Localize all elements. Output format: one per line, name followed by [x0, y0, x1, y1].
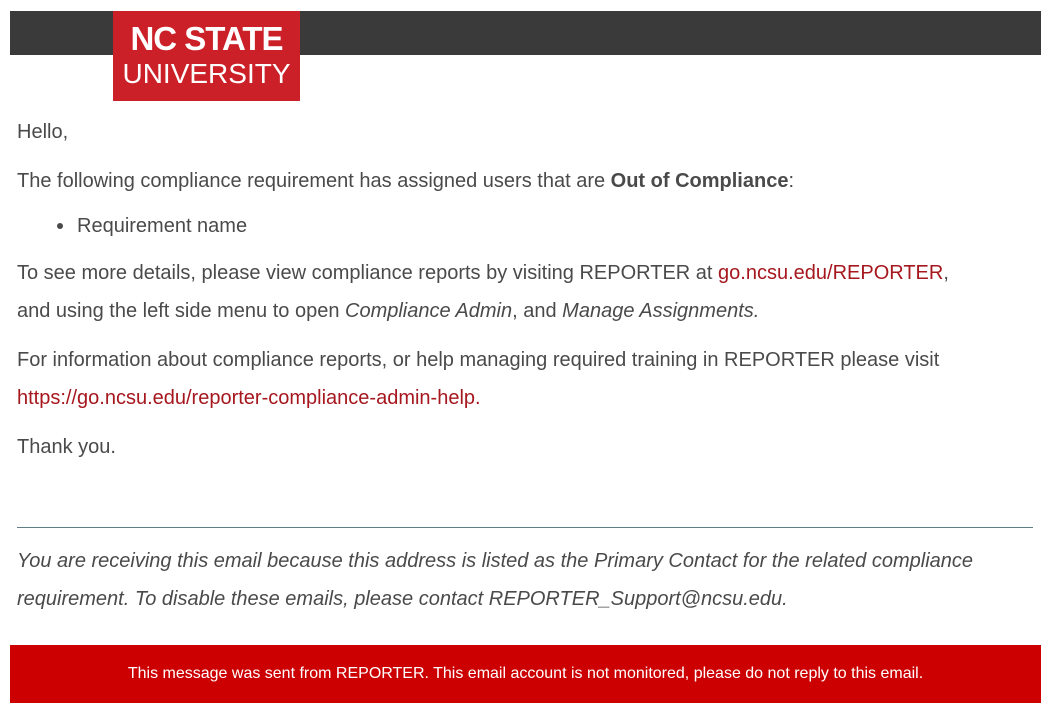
out-of-compliance-label: Out of Compliance: [610, 170, 789, 192]
banner-text: This message was sent from REPORTER. This email account is not monitored, please do not reply to this email.: [127, 665, 924, 682]
details-line-2: [17, 300, 759, 323]
intro-end: :: [788, 170, 795, 192]
help-link[interactable]: https://go.ncsu.edu/reporter-compliance-admin-help: [17, 387, 476, 409]
manage-assignments-label: Manage Assignments.: [562, 300, 760, 322]
intro-text: The following compliance requirement has assigned users that are: [17, 170, 611, 192]
help-line-1: For information about compliance reports, or help managing required training in REPORTER please visit: [17, 349, 940, 371]
footer-banner: [10, 645, 1041, 703]
greeting: Hello,: [17, 121, 69, 143]
divider: [17, 527, 1033, 528]
bullet-icon: [57, 223, 63, 229]
logo-line-2: UNIVERSITY: [122, 58, 291, 89]
details-text-3: , and: [512, 300, 563, 322]
help-line-2: [17, 387, 481, 410]
logo-line-1: NC STATE: [130, 20, 283, 57]
compliance-admin-label: Compliance Admin: [345, 300, 513, 322]
footer-note-line-1: You are receiving this email because this address is listed as the Primary Contact for the related compliance: [17, 550, 974, 572]
intro-paragraph: [17, 170, 794, 193]
thanks-text: Thank you.: [17, 436, 116, 458]
requirement-item: Requirement name: [77, 215, 248, 237]
footer-note-line-2: requirement. To disable these emails, please contact REPORTER_Support@ncsu.edu.: [17, 588, 788, 610]
reporter-link[interactable]: go.ncsu.edu/REPORTER: [718, 262, 944, 284]
help-period: .: [475, 387, 481, 409]
details-line-1: [17, 262, 949, 285]
footer-note: [17, 548, 973, 612]
details-text-1: To see more details, please view compliance reports by visiting REPORTER at: [17, 262, 719, 284]
ncsu-logo[interactable]: [113, 11, 300, 101]
details-text-2: and using the left side menu to open: [17, 300, 346, 322]
details-comma: ,: [943, 262, 949, 284]
